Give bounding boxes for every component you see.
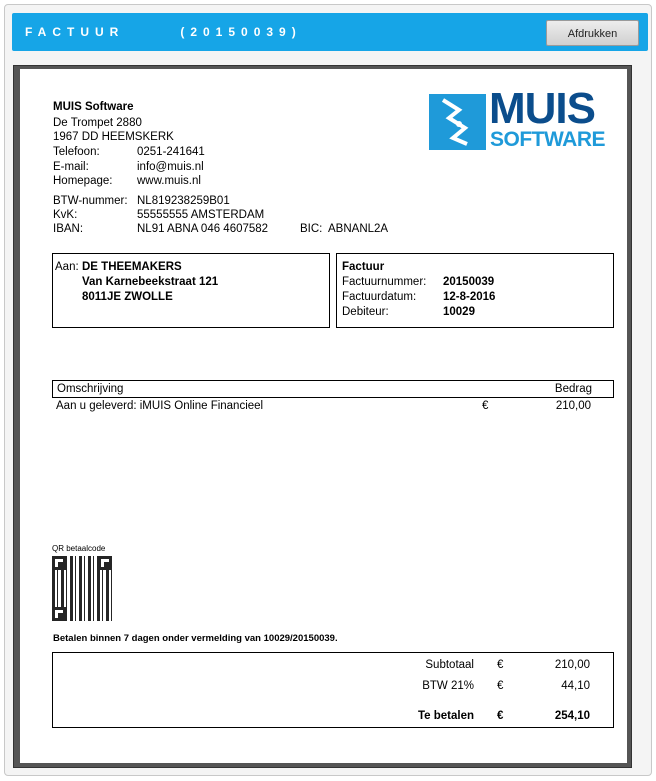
- iban-label: IBAN:: [53, 223, 84, 235]
- recipient-box: [52, 253, 330, 328]
- vat-value: 44,10: [561, 680, 590, 692]
- company-name: MUIS Software: [53, 101, 134, 113]
- email-value: info@muis.nl: [137, 161, 204, 173]
- line-item-currency: €: [482, 400, 489, 412]
- invoice-number-label: Factuurnummer:: [342, 276, 427, 288]
- iban-value: NL91 ABNA 046 4607582: [137, 223, 269, 235]
- invoice-date-label: Factuurdatum:: [342, 291, 417, 303]
- debtor-value: 10029: [443, 306, 475, 318]
- logo-text-software: SOFTWARE: [490, 128, 605, 151]
- company-street: De Trompet 2880: [53, 117, 142, 129]
- subtotal-currency: €: [497, 659, 504, 671]
- homepage-label: Homepage:: [53, 175, 113, 187]
- recipient-name: DE THEEMAKERS: [82, 261, 182, 273]
- phone-value: 0251-241641: [137, 146, 205, 158]
- line-item-description: Aan u geleverd: iMUIS Online Financieel: [56, 400, 264, 412]
- subtotal-value: 210,00: [554, 659, 590, 671]
- payment-note: Betalen binnen 7 dagen onder vermelding van 10029/20150039.: [53, 633, 338, 644]
- vat-label: BTW 21%: [422, 680, 474, 692]
- total-value: 254,10: [554, 710, 590, 722]
- totals-box: [52, 652, 614, 728]
- invoice-date-value: 12-8-2016: [443, 291, 496, 303]
- line-items-header: [52, 380, 614, 398]
- email-label: E-mail:: [53, 161, 89, 173]
- total-label: Te betalen: [417, 710, 474, 722]
- total-currency: €: [497, 710, 504, 722]
- logo-text-muis: MUIS: [489, 84, 595, 133]
- col-amount: Bedrag: [554, 383, 592, 395]
- title-bar: [12, 13, 648, 51]
- invoice-heading: Factuur: [342, 261, 385, 273]
- print-button[interactable]: Afdrukken: [546, 20, 639, 46]
- qr-label: QR betaalcode: [52, 544, 106, 553]
- vat-currency: €: [497, 680, 504, 692]
- bic-label: BIC:: [300, 223, 323, 235]
- muis-logo-icon: [429, 94, 486, 150]
- line-item-amount: 210,00: [555, 400, 591, 412]
- invoice-document: [20, 69, 627, 763]
- subtotal-label: Subtotaal: [425, 659, 474, 671]
- invoice-number-value: 20150039: [443, 276, 495, 288]
- kvk-label: KvK:: [53, 209, 78, 221]
- col-description: Omschrijving: [57, 383, 124, 395]
- recipient-city: 8011JE ZWOLLE: [82, 291, 173, 303]
- company-city: 1967 DD HEEMSKERK: [53, 131, 174, 143]
- invoice-info-box: [336, 253, 614, 328]
- homepage-value: www.muis.nl: [137, 175, 201, 187]
- kvk-value: 55555555 AMSTERDAM: [137, 209, 265, 221]
- qr-code-image[interactable]: [52, 556, 112, 621]
- bic-value: ABNANL2A: [328, 223, 389, 235]
- btw-label: BTW-nummer:: [53, 195, 128, 207]
- window-title: FACTUUR (20150039): [25, 25, 302, 39]
- phone-label: Telefoon:: [53, 146, 100, 158]
- btw-value: NL819238259B01: [137, 195, 230, 207]
- debtor-label: Debiteur:: [342, 306, 389, 318]
- recipient-street: Van Karnebeekstraat 121: [82, 276, 219, 288]
- recipient-prefix: Aan:: [55, 261, 79, 273]
